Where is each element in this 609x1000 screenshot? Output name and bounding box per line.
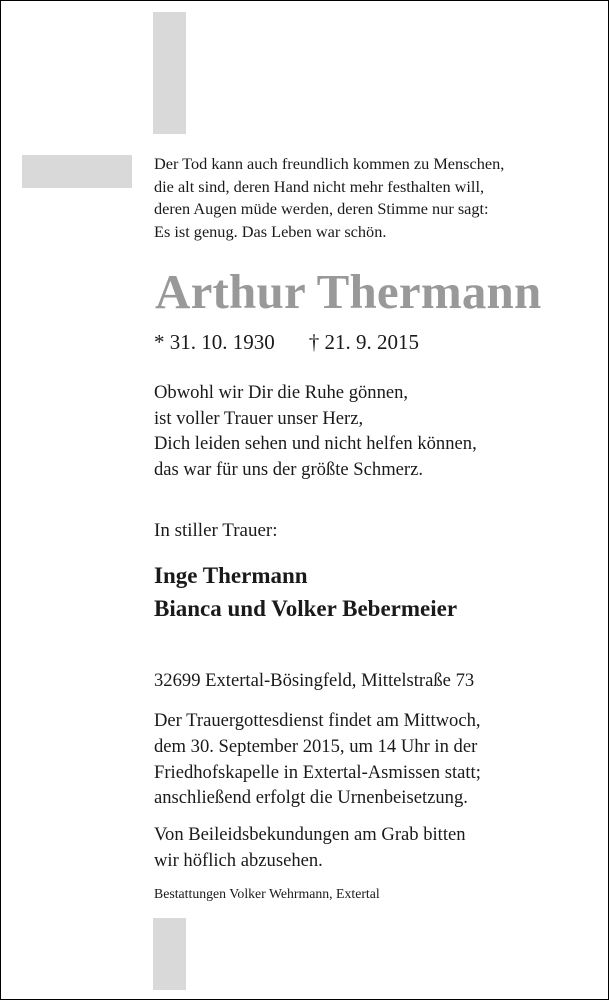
verse-line: Dich leiden sehen und nicht helfen können, <box>154 433 477 454</box>
mourning-verse <box>154 380 477 482</box>
quote-line: Es ist genug. Das Leben war schön. <box>154 221 387 241</box>
condolence-line: Von Beileidsbekundungen am Grab bitten <box>154 824 466 845</box>
verse-line: Obwohl wir Dir die Ruhe gönnen, <box>154 382 409 403</box>
life-dates <box>154 328 419 356</box>
memorial-quote <box>154 153 504 243</box>
cross-top-bar <box>153 12 186 134</box>
mourner-names <box>154 559 457 625</box>
service-line: anschließend erfolgt die Urnenbeisetzung. <box>154 787 468 809</box>
condolence-line: wir höflich abzusehen. <box>154 849 323 871</box>
mourner-name: Inge Thermann <box>154 563 308 588</box>
cross-bottom-bar <box>153 918 186 990</box>
service-line: Der Trauergottesdienst findet am Mittwoch, <box>154 710 481 731</box>
family-address: 32699 Extertal-Bösingfeld, Mittelstraße 73 <box>154 670 475 691</box>
service-line: dem 30. September 2015, um 14 Uhr in der <box>154 735 478 757</box>
verse-line: ist voller Trauer unser Herz, <box>154 407 364 429</box>
deceased-name: Arthur Thermann <box>155 264 542 319</box>
mourner-name: Bianca und Volker Bebermeier <box>154 596 458 621</box>
undertaker-credit: Bestattungen Volker Wehrmann, Extertal <box>154 886 380 901</box>
cross-arm-bar <box>22 155 132 188</box>
mourning-label: In stiller Trauer: <box>154 520 278 541</box>
quote-line: die alt sind, deren Hand nicht mehr festhalten will, <box>154 176 485 196</box>
verse-line: das war für uns der größte Schmerz. <box>154 458 424 480</box>
quote-line: deren Augen müde werden, deren Stimme nur sagt: <box>154 199 489 218</box>
birth-date: * 31. 10. 1930 <box>154 330 275 354</box>
service-line: Friedhofskapelle in Extertal-Asmissen statt; <box>154 761 481 783</box>
quote-line: Der Tod kann auch freundlich kommen zu Menschen, <box>154 154 505 173</box>
service-info <box>154 708 481 811</box>
death-date: † 21. 9. 2015 <box>308 330 419 354</box>
condolence-note <box>154 822 466 874</box>
